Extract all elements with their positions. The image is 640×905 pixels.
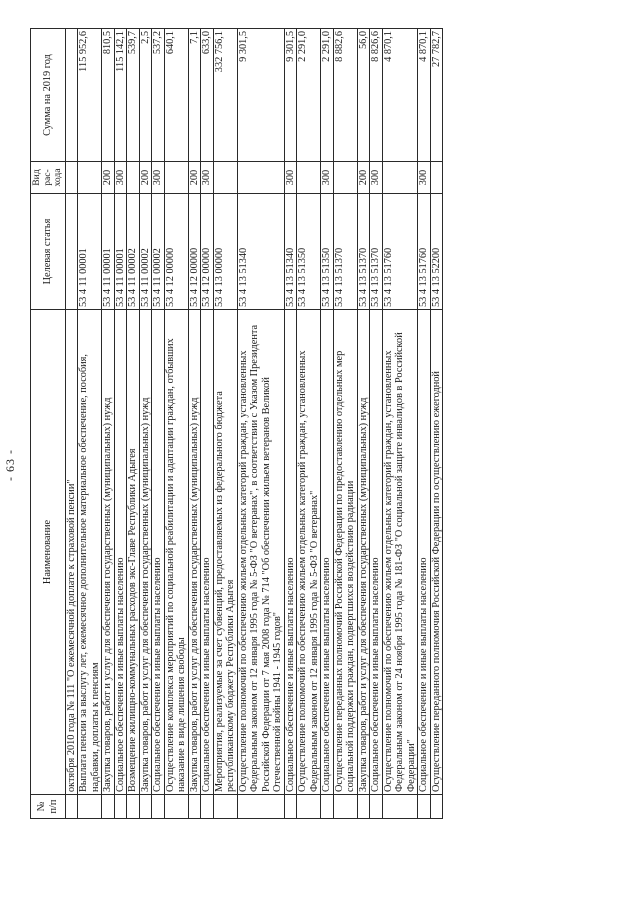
cell-name: Осуществление переданного полномочия Российской Федерации по осуществлению ежегодной [430, 310, 443, 795]
cell-code: 53 4 13 00000 [213, 194, 237, 310]
cell-num [102, 795, 115, 819]
cell-code: 53 4 13 52200 [430, 194, 443, 310]
cell-code: 53 4 13 51350 [321, 194, 334, 310]
cell-sum-value: 115 142,1 [114, 31, 126, 72]
table-row [357, 29, 370, 819]
cell-name: Возмещение жилищно-коммунальных расходов экс-Главе Республики Адыгея [127, 310, 140, 795]
cell-name: Закупка товаров, работ и услуг для обеспечения государственных (муниципальных) нужд [188, 310, 201, 795]
cell-sum-total: 115 952,6 [78, 31, 89, 72]
header-name: Наименование [31, 310, 66, 795]
cell-type [297, 162, 321, 194]
cell-num [370, 795, 383, 819]
cell-num [114, 795, 127, 819]
cell-sum [213, 29, 237, 162]
cell-sum-value: 539,7 [127, 31, 138, 55]
cell-num [430, 795, 443, 819]
cell-code: 53 4 12 00000 [188, 194, 201, 310]
cell-sum [114, 29, 127, 162]
table-row [213, 29, 237, 819]
table-row [430, 29, 443, 819]
cell-num [418, 795, 431, 819]
cell-code: 53 4 13 51340 [237, 194, 284, 310]
cell-name: Социальное обеспечение и иные выплаты населению [284, 310, 297, 795]
cell-name: Закупка товаров, работ и услуг для обеспечения государственных (муниципальных) нужд [357, 310, 370, 795]
cell-name: Выплата пенсии за выслугу лет, ежемесячное дополнительное материальное обеспечение, пособия, надбавки, доплаты к пенсиям [78, 310, 102, 795]
cell-code: 53 4 11 00002 [139, 194, 152, 310]
header-num: № п/п [31, 795, 66, 819]
cell-sum [382, 29, 418, 162]
cell-code: 53 4 13 51370 [333, 194, 357, 310]
cell-code: 53 4 11 00001 [78, 194, 102, 310]
cell-code: 53 4 12 00000 [201, 194, 214, 310]
cell-type [164, 162, 188, 194]
cell-type [213, 162, 237, 194]
cell-type: 200 [357, 162, 370, 194]
cell-num [127, 795, 140, 819]
cell-name: Социальное обеспечение и иные выплаты населению [370, 310, 383, 795]
table-row [418, 29, 431, 819]
cell-type [127, 162, 140, 194]
cell-sum [297, 29, 321, 162]
cell-num [333, 795, 357, 819]
cell-name: Осуществление полномочий по обеспечению жильем отдельных категорий граждан, установленных Федеральным законом от 12 января 1995 года № 5-ФЗ "О ветеранах" [297, 310, 321, 795]
cell-type: 300 [418, 162, 431, 194]
cell-sum [78, 29, 102, 162]
cell-sum [321, 29, 334, 162]
cell-sum-value: 8 826,6 [370, 31, 381, 62]
table-row [201, 29, 214, 819]
cell-sum [164, 29, 188, 162]
cell-type: 200 [188, 162, 201, 194]
table-header-row [31, 29, 66, 819]
cell-sum [333, 29, 357, 162]
cell-sum-value: 4 870,1 [418, 31, 429, 62]
cell-type [382, 162, 418, 194]
cell-num [139, 795, 152, 819]
cell-code: 53 4 13 51370 [357, 194, 370, 310]
cell-name: Социальное обеспечение и иные выплаты населению [114, 310, 127, 795]
table-row [127, 29, 140, 819]
cell-type: 200 [102, 162, 115, 194]
cell-name: октября 2010 года № 111 "О ежемесячной доплате к страховой пенсии" [65, 310, 78, 795]
cell-name: Социальное обеспечение и иные выплаты населению [152, 310, 165, 795]
header-type: Вид рас-хода [31, 162, 66, 194]
page-number: - 63 - [3, 449, 17, 481]
cell-num [201, 795, 214, 819]
cell-sum-value: 9 301,5 [284, 31, 296, 62]
cell-num [297, 795, 321, 819]
cell-type: 300 [152, 162, 165, 194]
table-row [164, 29, 188, 819]
cell-sum [139, 29, 152, 162]
table-row [65, 29, 78, 819]
cell-num [357, 795, 370, 819]
cell-num [152, 795, 165, 819]
cell-type [78, 162, 102, 194]
header-code: Целевая статья [31, 194, 66, 310]
cell-sum [357, 29, 370, 162]
table-row [188, 29, 201, 819]
cell-sum-value: 2 291,0 [321, 31, 332, 62]
header-sum: Сумма на 2019 год [31, 29, 66, 162]
cell-name: Социальное обеспечение и иные выплаты населению [321, 310, 334, 795]
cell-num [78, 795, 102, 819]
cell-sum [370, 29, 383, 162]
cell-sum-value: 4 870,1 [382, 31, 394, 62]
budget-table [30, 28, 443, 819]
cell-type [333, 162, 357, 194]
table-row [152, 29, 165, 819]
cell-num [237, 795, 284, 819]
cell-name: Закупка товаров, работ и услуг для обеспечения государственных (муниципальных) нужд [102, 310, 115, 795]
cell-sum-value: 2 291,0 [297, 31, 308, 62]
cell-sum [237, 29, 284, 162]
cell-sum [127, 29, 140, 162]
cell-sum-value: 9 301,5 [237, 31, 249, 62]
cell-sum [430, 29, 443, 162]
cell-num [188, 795, 201, 819]
table-row [114, 29, 127, 819]
cell-sum [201, 29, 214, 162]
cell-name: Социальное обеспечение и иные выплаты населению [201, 310, 214, 795]
cell-name: Закупка товаров, работ и услуг для обеспечения государственных (муниципальных) нужд [139, 310, 152, 795]
cell-name: Осуществление переданных полномочий Российской Федерации по предоставлению отдельных мер социальной поддержки граждан, подвергшихся воздействию радиации [333, 310, 357, 795]
cell-sum-value: 537,2 [152, 31, 163, 55]
cell-type: 300 [284, 162, 297, 194]
cell-num [65, 795, 78, 819]
cell-sum-value: 633,0 [201, 31, 212, 55]
cell-code: 53 4 13 51370 [370, 194, 383, 310]
cell-num [321, 795, 334, 819]
cell-sum-value: 332 756,1 [213, 31, 225, 73]
cell-code: 53 4 13 51760 [382, 194, 418, 310]
table-row [102, 29, 115, 819]
cell-sum-value: 2,5 [139, 31, 151, 44]
table-row [284, 29, 297, 819]
cell-sum [418, 29, 431, 162]
cell-type [65, 162, 78, 194]
cell-name: Социальное обеспечение и иные выплаты населению [418, 310, 431, 795]
cell-type: 300 [201, 162, 214, 194]
cell-code: 53 4 13 51340 [284, 194, 297, 310]
cell-sum [152, 29, 165, 162]
cell-code: 53 4 13 51350 [297, 194, 321, 310]
table-row [297, 29, 321, 819]
cell-name: Мероприятия, реализуемые за счет субвенций, предоставляемых из федерального бюджета республиканскому бюджету Республики Адыгея [213, 310, 237, 795]
table-row [78, 29, 102, 819]
cell-sum [65, 29, 78, 162]
cell-num [213, 795, 237, 819]
cell-sum-value: 7,1 [188, 31, 200, 44]
table-row [333, 29, 357, 819]
cell-sum-value: 56,0 [357, 31, 369, 50]
cell-code: 53 4 12 00000 [164, 194, 188, 310]
table-row [321, 29, 334, 819]
cell-sum [284, 29, 297, 162]
cell-num [382, 795, 418, 819]
cell-sum-value: 8 882,6 [333, 31, 345, 62]
table-row [382, 29, 418, 819]
table-row [370, 29, 383, 819]
cell-type: 200 [139, 162, 152, 194]
cell-code: 53 4 11 00002 [152, 194, 165, 310]
cell-code [65, 194, 78, 310]
cell-sum [188, 29, 201, 162]
cell-name: Осуществление комплекса мероприятий по социальной реабилитации и адаптации граждан, отбывших наказание в виде лишения свободы [164, 310, 188, 795]
cell-num [164, 795, 188, 819]
cell-type [237, 162, 284, 194]
cell-sum-value: 810,5 [102, 31, 113, 55]
cell-type: 300 [370, 162, 383, 194]
cell-type [430, 162, 443, 194]
table-row [237, 29, 284, 819]
cell-num [284, 795, 297, 819]
cell-code: 53 4 13 51760 [418, 194, 431, 310]
cell-code: 53 4 11 00001 [102, 194, 115, 310]
cell-name: Осуществление полномочий по обеспечению жильем отдельных категорий граждан, установленных Федеральным законом от 24 ноября 1995 года № 181-ФЗ "О социальной защите инвалидов в Российской Федерации" [382, 310, 418, 795]
cell-code: 53 4 11 00002 [127, 194, 140, 310]
cell-type: 300 [114, 162, 127, 194]
cell-name: Осуществление полномочий по обеспечению жильем отдельных категорий граждан, установленных Федеральным законом от 12 января 1995 года № 5-ФЗ "О ветеранах", в соответствии с Указом Президента Российской Федерации от 7 мая 2008 года № 714 "Об обеспечении жильем ветеранов Великой Отечественной войны 1941 - 1945 годов" [237, 310, 284, 795]
cell-code: 53 4 11 00001 [114, 194, 127, 310]
table-body [65, 29, 443, 819]
cell-sum-value: 640,1 [164, 31, 176, 55]
cell-sum [102, 29, 115, 162]
cell-sum-value: 27 782,7 [430, 31, 442, 68]
table-row [139, 29, 152, 819]
cell-type: 300 [321, 162, 334, 194]
